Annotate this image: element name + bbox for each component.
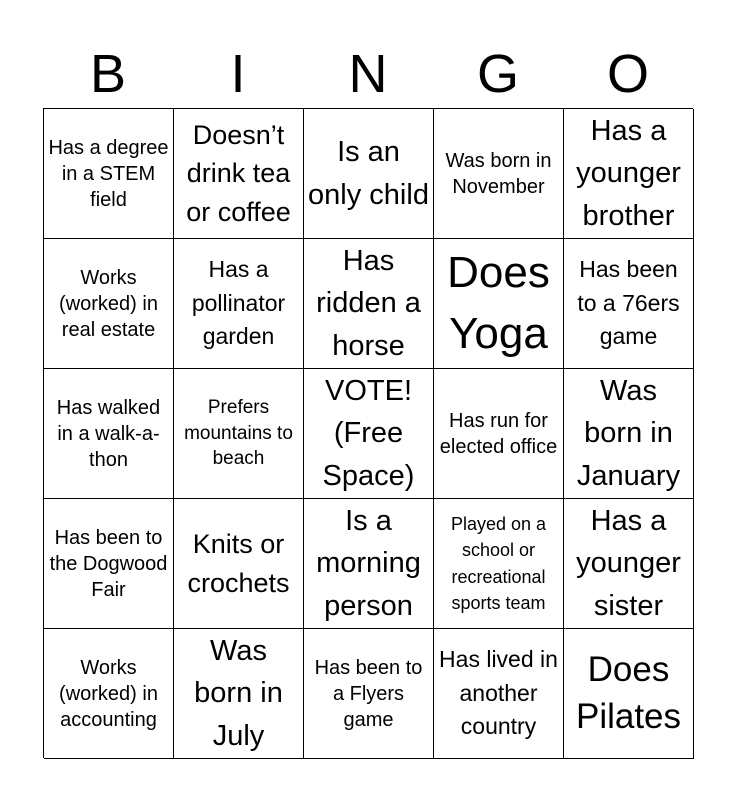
bingo-cell[interactable]: Was born in November: [434, 109, 564, 239]
bingo-cell[interactable]: Has a younger sister: [564, 499, 694, 629]
bingo-cell[interactable]: Has ridden a horse: [304, 239, 434, 369]
bingo-cell[interactable]: Does Yoga: [434, 239, 564, 369]
bingo-header: [43, 40, 693, 108]
bingo-cell[interactable]: Has been to a 76ers game: [564, 239, 694, 369]
header-letter-o: O: [606, 44, 649, 104]
bingo-cell[interactable]: Has lived in another country: [434, 629, 564, 759]
bingo-board: [43, 108, 693, 758]
bingo-cell[interactable]: Has a pollinator garden: [174, 239, 304, 369]
header-letter-b: B: [89, 44, 127, 104]
bingo-cell[interactable]: Prefers mountains to beach: [174, 369, 304, 499]
header-letter-g: G: [476, 44, 519, 104]
bingo-cell[interactable]: Doesn’t drink tea or coffee: [174, 109, 304, 239]
bingo-cell[interactable]: Does Pilates: [564, 629, 694, 759]
bingo-cell[interactable]: Has run for elected office: [434, 369, 564, 499]
bingo-cell[interactable]: Has a younger brother: [564, 109, 694, 239]
bingo-cell[interactable]: Was born in July: [174, 629, 304, 759]
free-space-cell[interactable]: VOTE! (Free Space): [304, 369, 434, 499]
bingo-cell[interactable]: Works (worked) in accounting: [44, 629, 174, 759]
bingo-cell[interactable]: Has been to a Flyers game: [304, 629, 434, 759]
bingo-cell[interactable]: Has walked in a walk-a-thon: [44, 369, 174, 499]
bingo-cell[interactable]: Works (worked) in real estate: [44, 239, 174, 369]
bingo-cell[interactable]: Is an only child: [304, 109, 434, 239]
bingo-cell[interactable]: Has been to the Dogwood Fair: [44, 499, 174, 629]
bingo-cell[interactable]: Played on a school or recreational sports team: [434, 499, 564, 629]
bingo-cell[interactable]: Knits or crochets: [174, 499, 304, 629]
header-letter-i: I: [230, 44, 246, 104]
bingo-cell[interactable]: Has a degree in a STEM field: [44, 109, 174, 239]
bingo-cell[interactable]: Was born in January: [564, 369, 694, 499]
bingo-cell[interactable]: Is a morning person: [304, 499, 434, 629]
header-letter-n: N: [348, 44, 388, 104]
